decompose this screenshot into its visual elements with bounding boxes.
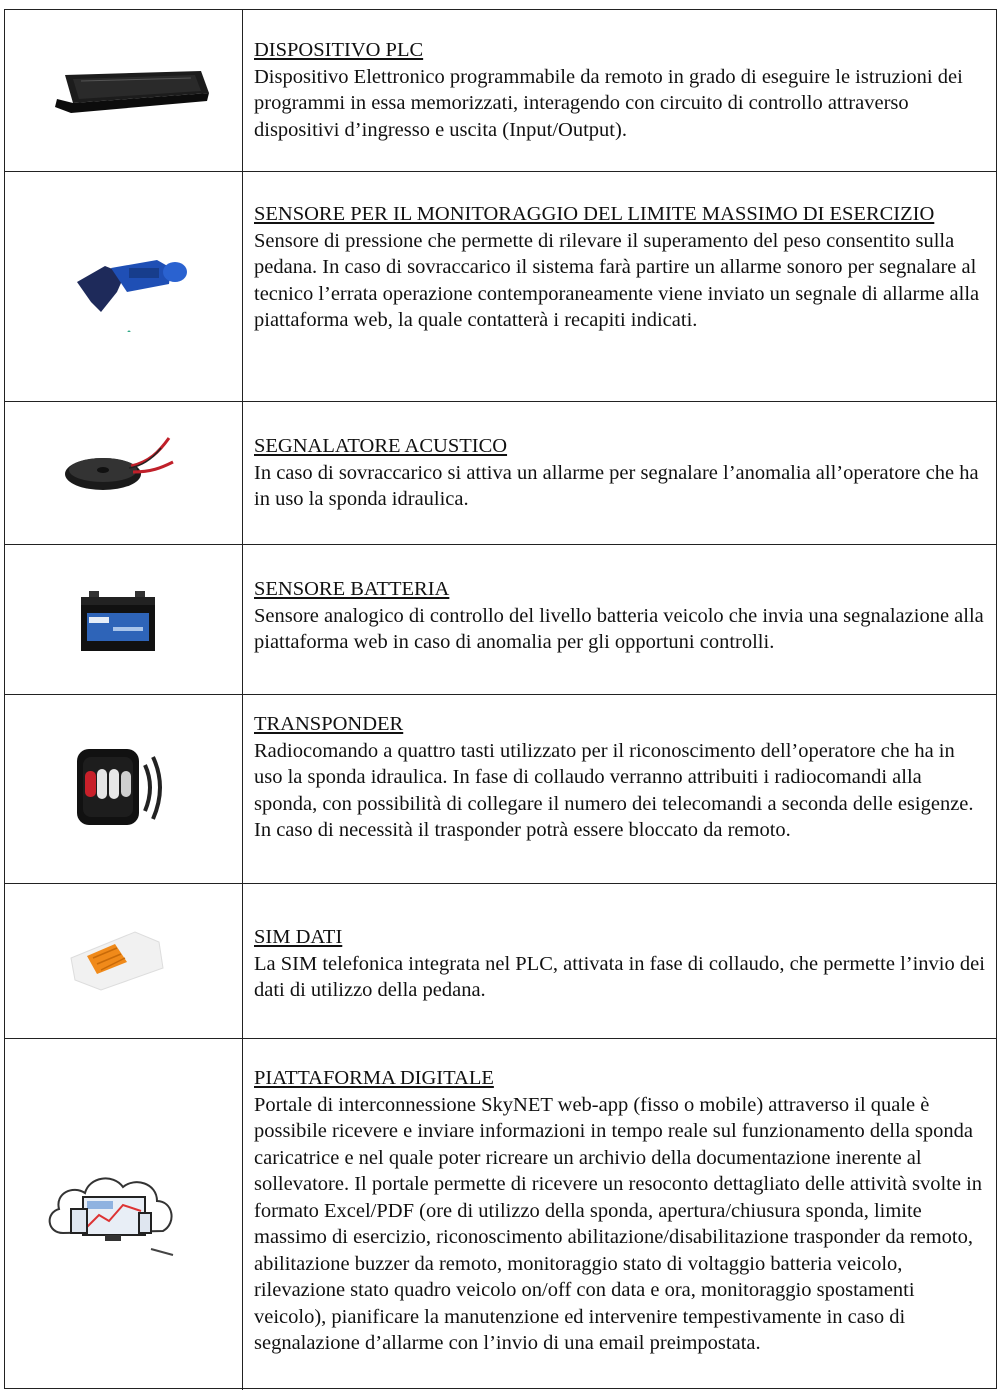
item-description: Dispositivo Elettronico programmabile da remoto in grado di eseguire le istruzioni dei programmi in essa memorizzati, interagendo con circuito di controllo attraverso dispositivi d’ingresso e uscita (Input/Output).: [254, 65, 963, 141]
plc-device-icon: [51, 65, 211, 119]
buzzer-icon: [61, 432, 181, 496]
image-cell: [5, 172, 243, 401]
pressure-sensor-icon: [71, 252, 191, 332]
battery-icon: [79, 591, 159, 655]
item-title: SENSORE BATTERIA: [254, 578, 450, 600]
components-table: [4, 9, 997, 1389]
item-title: SENSORE PER IL MONITORAGGIO DEL LIMITE MASSIMO DI ESERCIZIO: [254, 203, 935, 225]
item-title: SEGNALATORE ACUSTICO: [254, 435, 508, 457]
image-cell: [5, 545, 243, 694]
table-row: [5, 10, 996, 172]
item-description: Portale di interconnessione SkyNET web-app (fisso o mobile) attraverso il quale è possibile ricevere e inviare informazioni in tempo reale sul funzionamento della sponda caricatrice e nel quale poter ricreare un archivio della documentazione inerente al sollevatore. Il portale permette di ricevere un resoconto dettagliato delle attività svolte in formato Excel/PDF (ore di utilizzo della sponda, apertura/chiusura sponda, limite massimo di esercizio, riconoscimento abilitazione/disabilitazione trasponder da remoto, abilitazione buzzer da remoto, monitoraggio stato di voltaggio batteria veicolo, rilevazione stato quadro veicolo on/off con data e ora, monitoraggio spostamenti veicolo), pianificare la manutenzione ed intervenire tempestivamente in caso di segnalazione d’allarme con l’invio di una email preimpostata.: [254, 1093, 983, 1354]
table-row: [5, 402, 996, 545]
item-title: PIATTAFORMA DIGITALE: [254, 1067, 494, 1089]
image-cell: [5, 1039, 243, 1390]
table-row: [5, 545, 996, 695]
table-row: [5, 884, 996, 1039]
item-title: SIM DATI: [254, 926, 343, 948]
item-title: TRANSPONDER: [254, 713, 404, 735]
remote-control-icon: [73, 741, 169, 837]
image-cell: [5, 10, 243, 171]
image-cell: [5, 695, 243, 883]
item-description: Sensore analogico di controllo del livello batteria veicolo che invia una segnalazione alla piattaforma web in caso di anomalia per gli opportuni controlli.: [254, 604, 984, 653]
cloud-platform-icon: [43, 1163, 183, 1263]
item-description: In caso di sovraccarico si attiva un allarme per segnalare l’anomalia all’operatore che ha in uso la sponda idraulica.: [254, 461, 979, 510]
table-row: [5, 1039, 996, 1390]
sim-card-icon: [67, 928, 167, 992]
item-description: Sensore di pressione che permette di rilevare il superamento del peso consentito sulla pedana. In caso di sovraccarico il sistema farà partire un allarme sonoro per segnalare al tecnico l’errata operazione contemporaneamente viene inviato un segnale di allarme alla piattaforma web, la quale contatterà i recapiti indicati.: [254, 229, 980, 331]
item-title: DISPOSITIVO PLC: [254, 39, 424, 61]
table-row: [5, 695, 996, 884]
item-description: La SIM telefonica integrata nel PLC, attivata in fase di collaudo, che permette l’invio dei dati di utilizzo della pedana.: [254, 952, 985, 1001]
image-cell: [5, 884, 243, 1038]
table-row: [5, 172, 996, 402]
image-cell: [5, 402, 243, 544]
item-description: Radiocomando a quattro tasti utilizzato per il riconoscimento dell’operatore che ha in uso la sponda idraulica. In fase di collaudo verranno attribuiti i radiocomandi alla sponda, con possibilità di collegare il numero dei telecomandi a seconda delle esigenze. In caso di necessità il trasponder potrà essere bloccato da remoto.: [254, 739, 974, 841]
